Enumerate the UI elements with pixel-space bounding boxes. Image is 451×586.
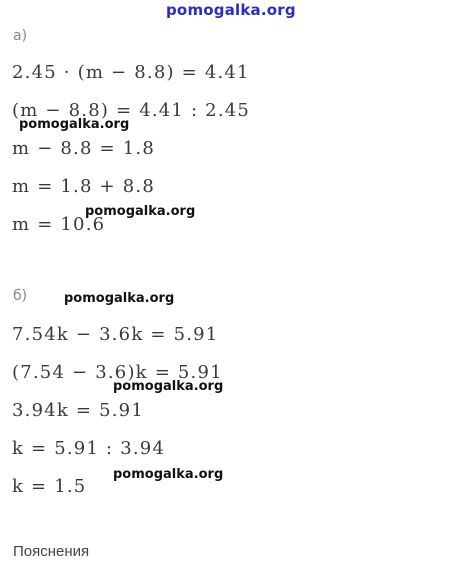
- explanations-heading: Пояснения: [13, 543, 90, 560]
- watermark-top: pomogalka.org: [166, 1, 296, 19]
- part-b-line-4: k = 5.91 : 3.94: [12, 438, 166, 459]
- part-a-line-4: m = 1.8 + 8.8: [12, 176, 155, 197]
- watermark: pomogalka.org: [113, 467, 224, 482]
- part-b-label: б): [13, 288, 28, 304]
- part-b-line-5: k = 1.5: [12, 476, 87, 497]
- watermark: pomogalka.org: [64, 291, 175, 306]
- part-a-line-3: m − 8.8 = 1.8: [12, 138, 155, 159]
- part-a-label: а): [13, 28, 28, 44]
- part-b-line-2: (7.54 − 3.6)k = 5.91: [12, 362, 223, 383]
- part-a-line-2: (m − 8.8) = 4.41 : 2.45: [12, 100, 251, 121]
- part-a-line-1: 2.45 · (m − 8.8) = 4.41: [12, 62, 250, 83]
- watermark: pomogalka.org: [85, 204, 196, 219]
- watermark: pomogalka.org: [19, 117, 130, 132]
- part-b-line-3: 3.94k = 5.91: [12, 400, 144, 421]
- part-a-line-5: m = 10.6: [12, 214, 106, 235]
- watermark: pomogalka.org: [113, 379, 224, 394]
- part-b-line-1: 7.54k − 3.6k = 5.91: [12, 324, 219, 345]
